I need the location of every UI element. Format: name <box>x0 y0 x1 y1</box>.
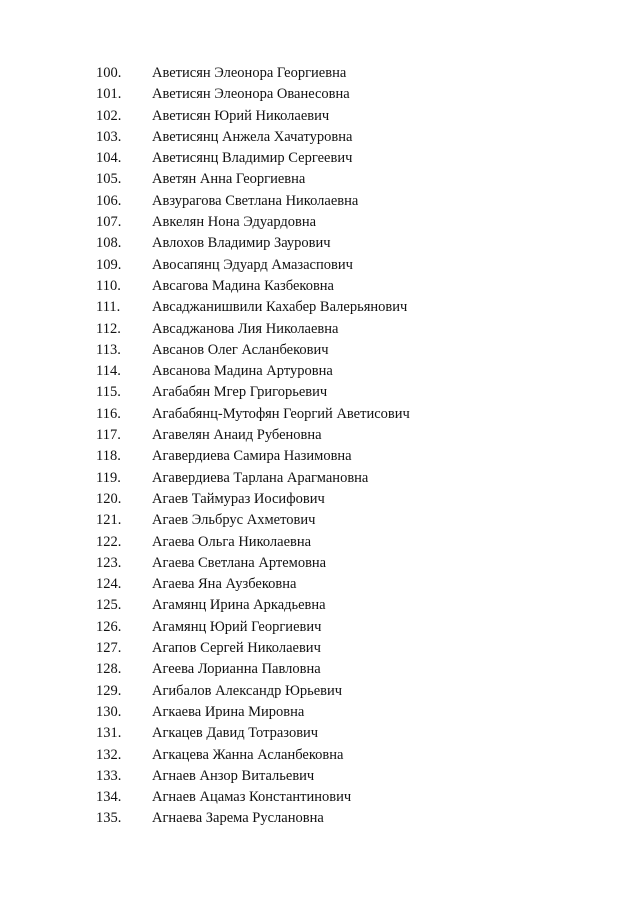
list-item <box>0 723 640 744</box>
person-name: Агамянц Юрий Георгиевич <box>152 618 322 635</box>
list-item <box>0 84 640 105</box>
item-number: 127. <box>96 640 122 657</box>
list-item <box>0 233 640 254</box>
item-number: 129. <box>96 682 122 699</box>
person-name: Авсанов Олег Асланбекович <box>152 341 329 358</box>
list-item <box>0 489 640 510</box>
list-item <box>0 574 640 595</box>
item-number: 117. <box>96 427 121 444</box>
person-name: Агкаева Ирина Мировна <box>152 703 305 720</box>
person-name: Авзурагова Светлана Николаевна <box>152 192 359 209</box>
person-name: Авлохов Владимир Заурович <box>152 235 331 252</box>
list-item <box>0 617 640 638</box>
list-item <box>0 319 640 340</box>
list-item <box>0 553 640 574</box>
person-name: Агибалов Александр Юрьевич <box>152 682 343 699</box>
item-number: 121. <box>96 512 122 529</box>
person-name: Агнаева Зарема Руслановна <box>152 810 324 827</box>
item-number: 133. <box>96 767 122 784</box>
list-item <box>0 766 640 787</box>
item-number: 113. <box>96 341 121 358</box>
person-name: Аветисянц Владимир Сергеевич <box>152 150 353 167</box>
item-number: 103. <box>96 128 122 145</box>
list-item <box>0 510 640 531</box>
item-number: 119. <box>96 469 121 486</box>
item-number: 131. <box>96 725 122 742</box>
list-item <box>0 787 640 808</box>
list-item <box>0 595 640 616</box>
list-item <box>0 468 640 489</box>
item-number: 116. <box>96 405 121 422</box>
person-name: Агнаев Ацамаз Константинович <box>152 789 352 806</box>
person-name: Агеева Лорианна Павловна <box>152 661 321 678</box>
person-name: Авсаджанова Лия Николаевна <box>152 320 339 337</box>
person-name: Агавердиева Самира Назимовна <box>152 448 352 465</box>
person-name: Агкацева Жанна Асланбековна <box>152 746 344 763</box>
list-item <box>0 446 640 467</box>
item-number: 135. <box>96 810 122 827</box>
person-name: Агаев Таймураз Иосифович <box>152 490 325 507</box>
item-number: 114. <box>96 363 121 380</box>
list-item <box>0 148 640 169</box>
list-item <box>0 681 640 702</box>
item-number: 106. <box>96 192 122 209</box>
list-item <box>0 638 640 659</box>
person-name: Агаева Светлана Артемовна <box>152 554 327 571</box>
item-number: 102. <box>96 107 122 124</box>
person-name: Аветисян Элеонора Георгиевна <box>152 65 347 81</box>
item-number: 120. <box>96 490 122 507</box>
list-item <box>0 212 640 233</box>
item-number: 101. <box>96 86 122 103</box>
list-item <box>0 297 640 318</box>
list-item <box>0 425 640 446</box>
person-name: Агаев Эльбрус Ахметович <box>152 512 316 529</box>
item-number: 107. <box>96 214 122 231</box>
person-name: Агнаев Анзор Витальевич <box>152 767 315 784</box>
list-item <box>0 127 640 148</box>
item-number: 111. <box>96 299 121 316</box>
person-name: Агабабян Мгер Григорьевич <box>152 384 328 401</box>
list-item <box>0 404 640 425</box>
list-item <box>0 808 640 829</box>
list-item <box>0 191 640 212</box>
item-number: 122. <box>96 533 122 550</box>
item-number: 105. <box>96 171 122 188</box>
item-number: 126. <box>96 618 122 635</box>
person-name: Аветисян Элеонора Ованесовна <box>152 86 350 103</box>
list-item <box>0 702 640 723</box>
person-name: Агабабянц-Мутофян Георгий Аветисович <box>152 405 410 422</box>
item-number: 132. <box>96 746 122 763</box>
list-item <box>0 382 640 403</box>
person-name: Авкелян Нона Эдуардовна <box>152 214 317 231</box>
list-item <box>0 361 640 382</box>
list-item <box>0 532 640 553</box>
item-number: 115. <box>96 384 121 401</box>
item-number: 123. <box>96 554 122 571</box>
list-item <box>0 745 640 766</box>
person-name: Аветисянц Анжела Хачатуровна <box>152 128 353 145</box>
list-item <box>0 63 640 84</box>
list-item <box>0 106 640 127</box>
item-number: 112. <box>96 320 121 337</box>
person-name: Аветян Анна Георгиевна <box>152 171 306 188</box>
person-name: Авсагова Мадина Казбековна <box>152 277 334 294</box>
person-name: Агавелян Анаид Рубеновна <box>152 427 322 444</box>
person-name: Агамянц Ирина Аркадьевна <box>152 597 326 614</box>
person-name: Авосапянц Эдуард Амазаспович <box>152 256 353 273</box>
person-name: Агапов Сергей Николаевич <box>152 640 321 657</box>
person-name: Агаева Ольга Николаевна <box>152 533 312 550</box>
list-item <box>0 659 640 680</box>
numbered-name-list <box>0 63 640 830</box>
item-number: 110. <box>96 277 121 294</box>
person-name: Агавердиева Тарлана Арагмановна <box>152 469 369 486</box>
list-item <box>0 255 640 276</box>
item-number: 130. <box>96 703 122 720</box>
item-number: 104. <box>96 150 122 167</box>
item-number: 134. <box>96 789 122 806</box>
item-number: 125. <box>96 597 122 614</box>
list-item <box>0 340 640 361</box>
person-name: Авсанова Мадина Артуровна <box>152 363 333 380</box>
person-name: Агкацев Давид Тотразович <box>152 725 319 742</box>
person-name: Авсаджанишвили Кахабер Валерьянович <box>152 299 408 316</box>
list-item <box>0 169 640 190</box>
item-number: 108. <box>96 235 122 252</box>
item-number: 118. <box>96 448 121 465</box>
item-number: 109. <box>96 256 122 273</box>
person-name: Аветисян Юрий Николаевич <box>152 107 330 124</box>
item-number: 124. <box>96 576 122 593</box>
item-number: 128. <box>96 661 122 678</box>
person-name: Агаева Яна Аузбековна <box>152 576 297 593</box>
item-number: 100. <box>96 65 122 81</box>
list-item <box>0 276 640 297</box>
